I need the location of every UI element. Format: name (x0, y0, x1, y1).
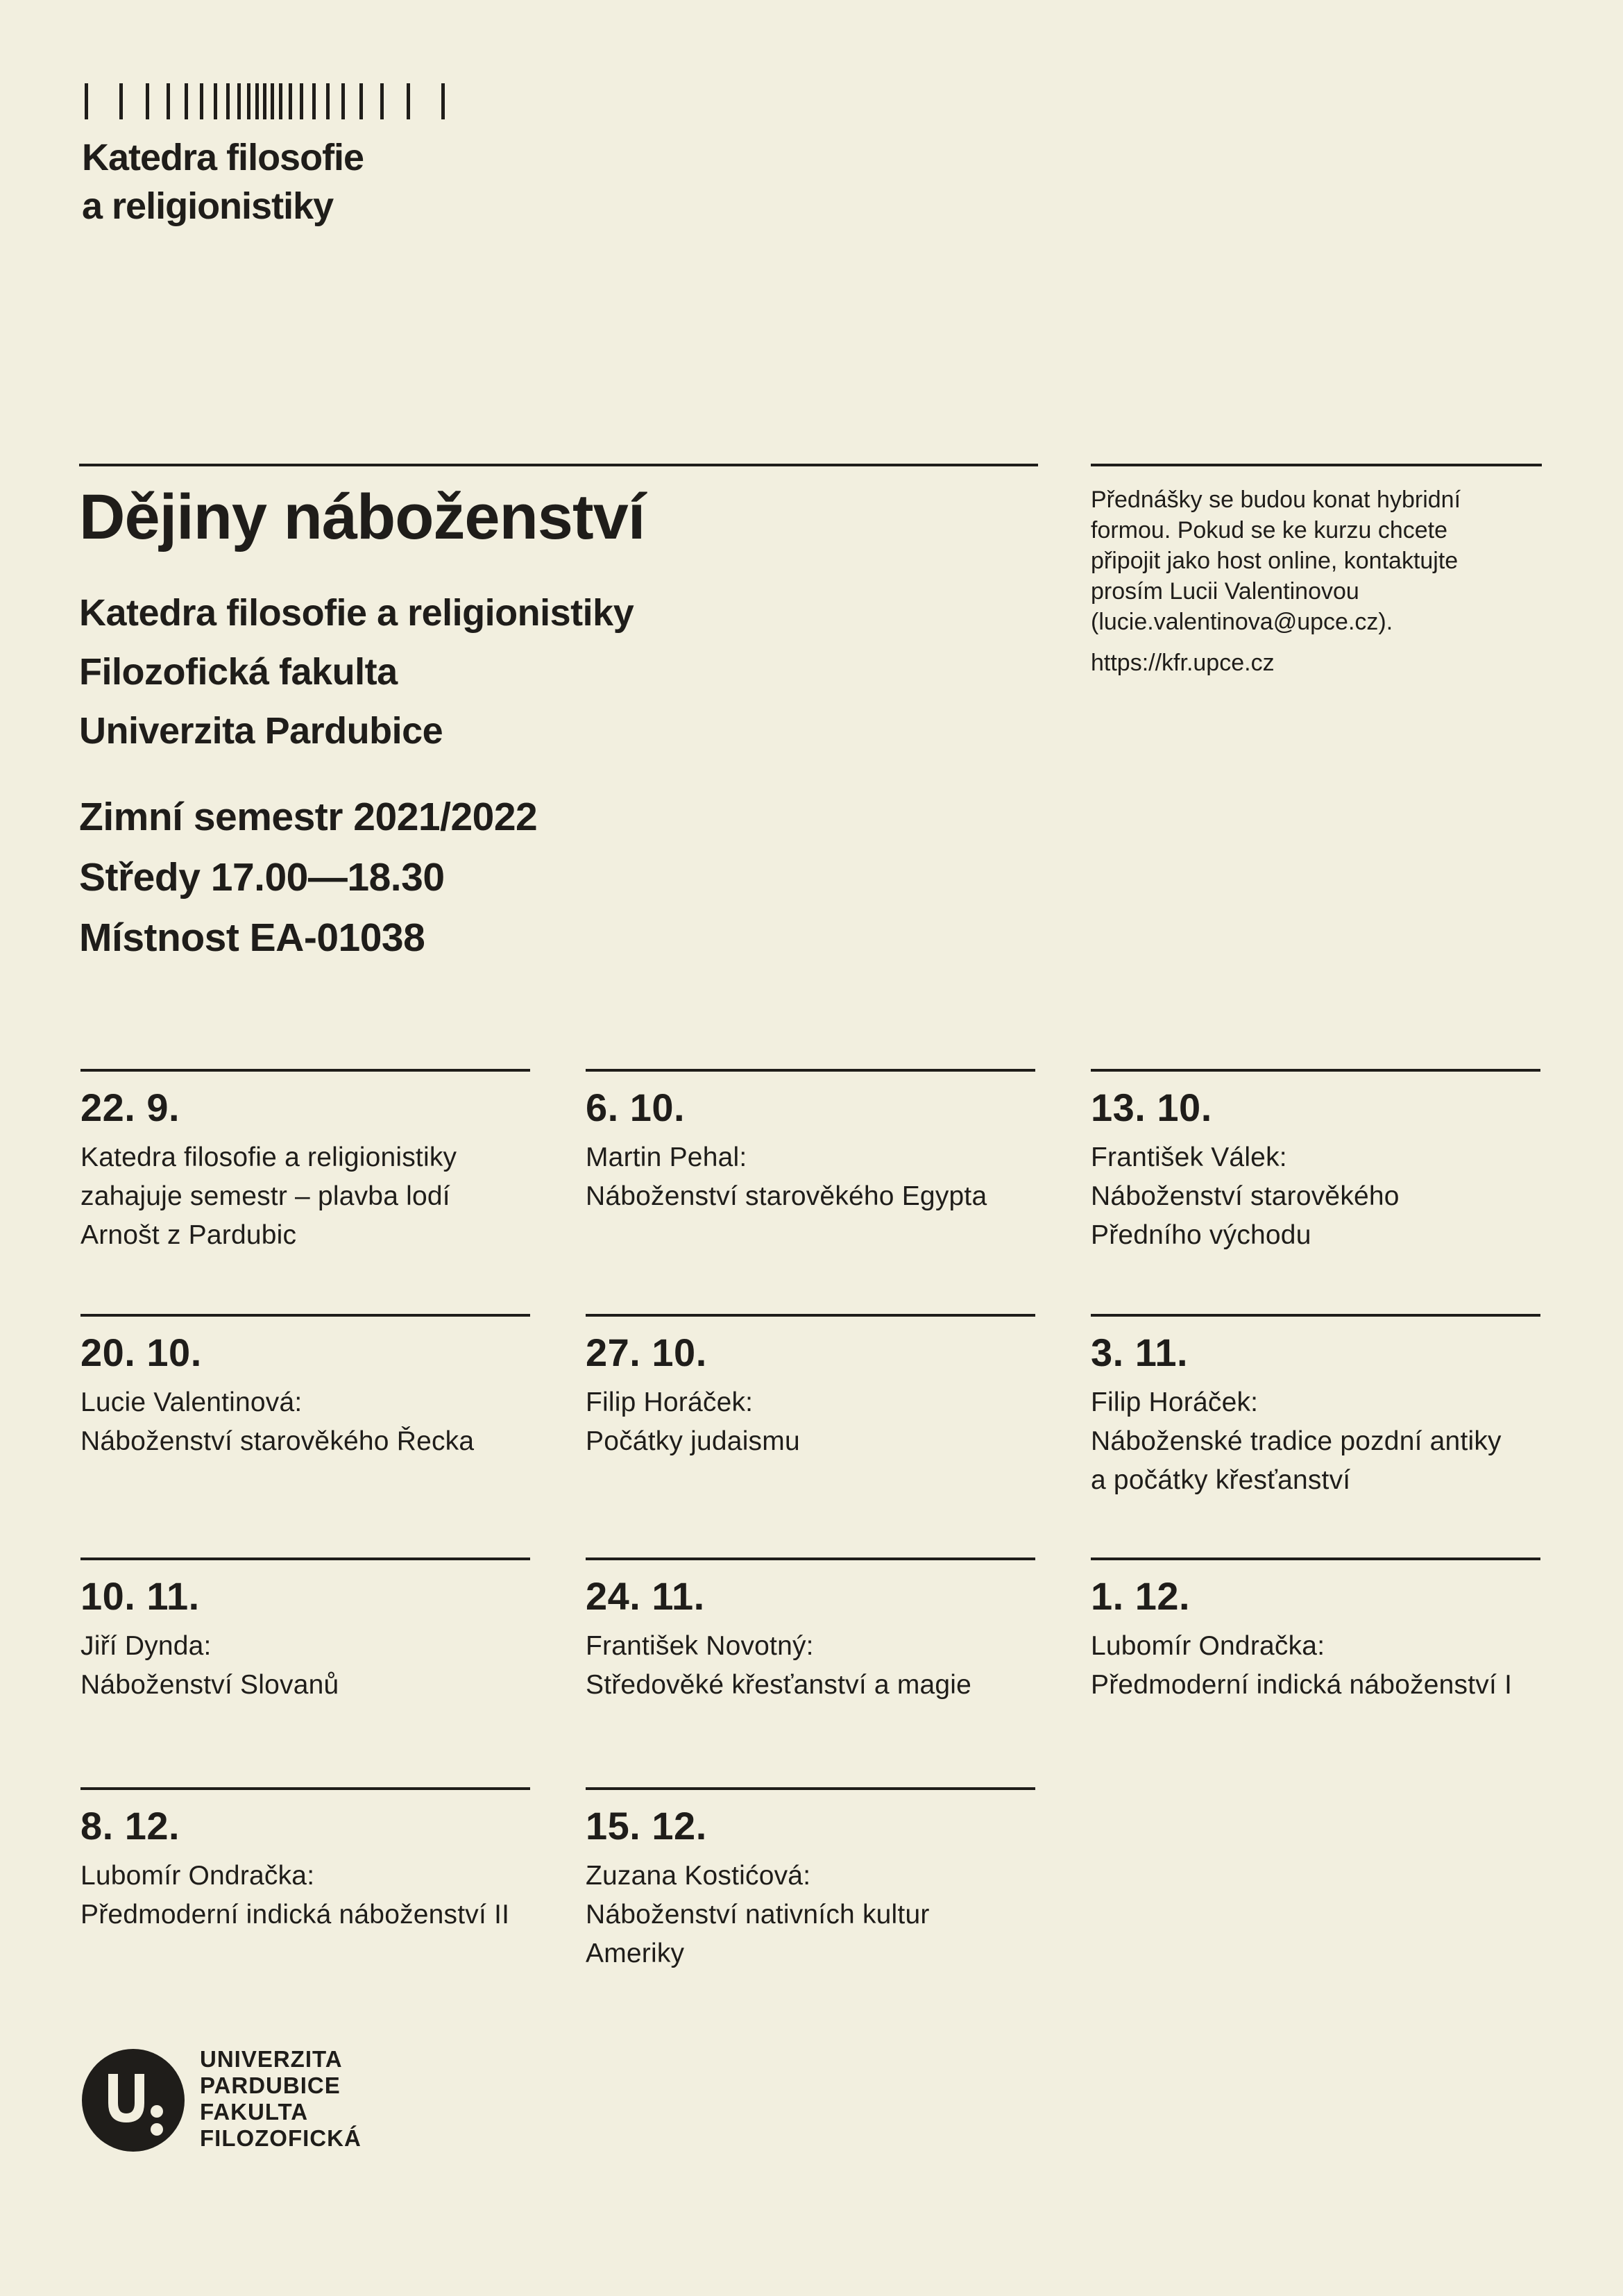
university-logo-icon (80, 2048, 186, 2153)
lecture-speaker: Filip Horáček: (1091, 1387, 1259, 1417)
lecture-topic: Počátky judaismu (586, 1426, 800, 1456)
lecture-topic: Náboženství starověkého Egypta (586, 1181, 987, 1211)
lecture-date: 22. 9. (80, 1086, 180, 1129)
note-line: formou. Pokud se ke kurzu chcete (1091, 517, 1448, 543)
university-logo-text (200, 2046, 362, 2152)
lecture-topic: Předmoderní indická náboženství II (80, 1900, 510, 1930)
lecture-item (1091, 1558, 1540, 1705)
lecture-line: zahajuje semestr – plavba lodí (80, 1181, 450, 1211)
schedule-room: Místnost EA-01038 (79, 915, 425, 960)
org-university: Univerzita Pardubice (79, 710, 443, 752)
note-line: Přednášky se budou konat hybridní (1091, 487, 1461, 513)
lecture-topic: Náboženské tradice pozdní antiky (1091, 1426, 1502, 1456)
lecture-topic: Náboženství starověkého (1091, 1181, 1400, 1211)
title-divider (79, 464, 1038, 466)
logo-text-line: UNIVERZITA (200, 2046, 343, 2072)
lecture-item (80, 1314, 530, 1461)
page-title: Dějiny náboženství (79, 482, 645, 552)
lecture-item (80, 1558, 530, 1705)
lecture-speaker: Lubomír Ondračka: (80, 1861, 315, 1891)
lecture-date: 27. 10. (586, 1331, 707, 1374)
hybrid-note (1091, 484, 1535, 637)
lecture-divider (586, 1558, 1035, 1560)
lecture-line: Arnošt z Pardubic (80, 1220, 297, 1250)
lecture-speaker: Martin Pehal: (586, 1142, 747, 1172)
lecture-divider (586, 1314, 1035, 1317)
lecture-topic: Náboženství nativních kultur (586, 1900, 930, 1930)
lecture-speaker: František Novotný: (586, 1631, 814, 1661)
lecture-date: 6. 10. (586, 1086, 686, 1129)
logo-text-line: PARDUBICE (200, 2073, 341, 2098)
lecture-item (80, 1787, 530, 1934)
logo-text-line: FILOZOFICKÁ (200, 2125, 362, 2151)
lecture-topic: Předmoderní indická náboženství I (1091, 1670, 1513, 1700)
lecture-divider (80, 1558, 530, 1560)
barcode-decoration (85, 83, 452, 119)
org-department: Katedra filosofie a religionistiky (79, 592, 634, 634)
lecture-item (1091, 1069, 1540, 1255)
lecture-item (1091, 1314, 1540, 1500)
lecture-date: 20. 10. (80, 1331, 202, 1374)
lecture-date: 8. 12. (80, 1804, 180, 1848)
lecture-divider (1091, 1558, 1540, 1560)
note-line: prosím Lucii Valentinovou (1091, 578, 1359, 605)
lecture-topic: Náboženství Slovanů (80, 1670, 339, 1700)
lecture-divider (1091, 1069, 1540, 1072)
lecture-date: 3. 11. (1091, 1331, 1189, 1374)
lecture-divider (586, 1787, 1035, 1790)
lecture-speaker: Lubomír Ondračka: (1091, 1631, 1325, 1661)
org-faculty: Filozofická fakulta (79, 651, 398, 693)
lecture-divider (1091, 1314, 1540, 1317)
lecture-date: 15. 12. (586, 1804, 707, 1848)
department-header-line: Katedra filosofie (82, 137, 364, 178)
lecture-item (586, 1787, 1035, 1973)
lecture-topic: Náboženství starověkého Řecka (80, 1426, 475, 1456)
schedule-semester: Zimní semestr 2021/2022 (79, 795, 538, 839)
lecture-divider (80, 1069, 530, 1072)
lecture-divider (80, 1314, 530, 1317)
lecture-speaker: Jiří Dynda: (80, 1631, 212, 1661)
lecture-divider (80, 1787, 530, 1790)
lecture-date: 1. 12. (1091, 1574, 1191, 1618)
lecture-date: 13. 10. (1091, 1086, 1212, 1129)
lecture-item (586, 1314, 1035, 1461)
lecture-date: 24. 11. (586, 1574, 705, 1618)
lecture-speaker: Lucie Valentinová: (80, 1387, 303, 1417)
note-line: (lucie.valentinova@upce.cz). (1091, 609, 1393, 635)
lecture-topic: Ameriky (586, 1939, 685, 1968)
lecture-topic: a počátky křesťanství (1091, 1465, 1351, 1495)
lecture-item (586, 1558, 1035, 1705)
schedule-time: Středy 17.00—18.30 (79, 855, 445, 900)
lecture-speaker: František Válek: (1091, 1142, 1287, 1172)
lecture-item (80, 1069, 530, 1255)
lecture-item (586, 1069, 1035, 1216)
note-line: připojit jako host online, kontaktujte (1091, 548, 1459, 574)
lecture-line: Katedra filosofie a religionistiky (80, 1142, 457, 1172)
department-header-line: a religionistiky (82, 185, 334, 227)
logo-text-line: FAKULTA (200, 2099, 309, 2125)
lecture-divider (586, 1069, 1035, 1072)
website-link[interactable]: https://kfr.upce.cz (1091, 650, 1275, 676)
lecture-date: 10. 11. (80, 1574, 200, 1618)
lecture-speaker: Zuzana Kostićová: (586, 1861, 811, 1891)
note-divider (1091, 464, 1542, 466)
lecture-topic: Předního východu (1091, 1220, 1311, 1250)
department-header (82, 133, 364, 230)
lecture-speaker: Filip Horáček: (586, 1387, 754, 1417)
lecture-topic: Středověké křesťanství a magie (586, 1670, 972, 1700)
